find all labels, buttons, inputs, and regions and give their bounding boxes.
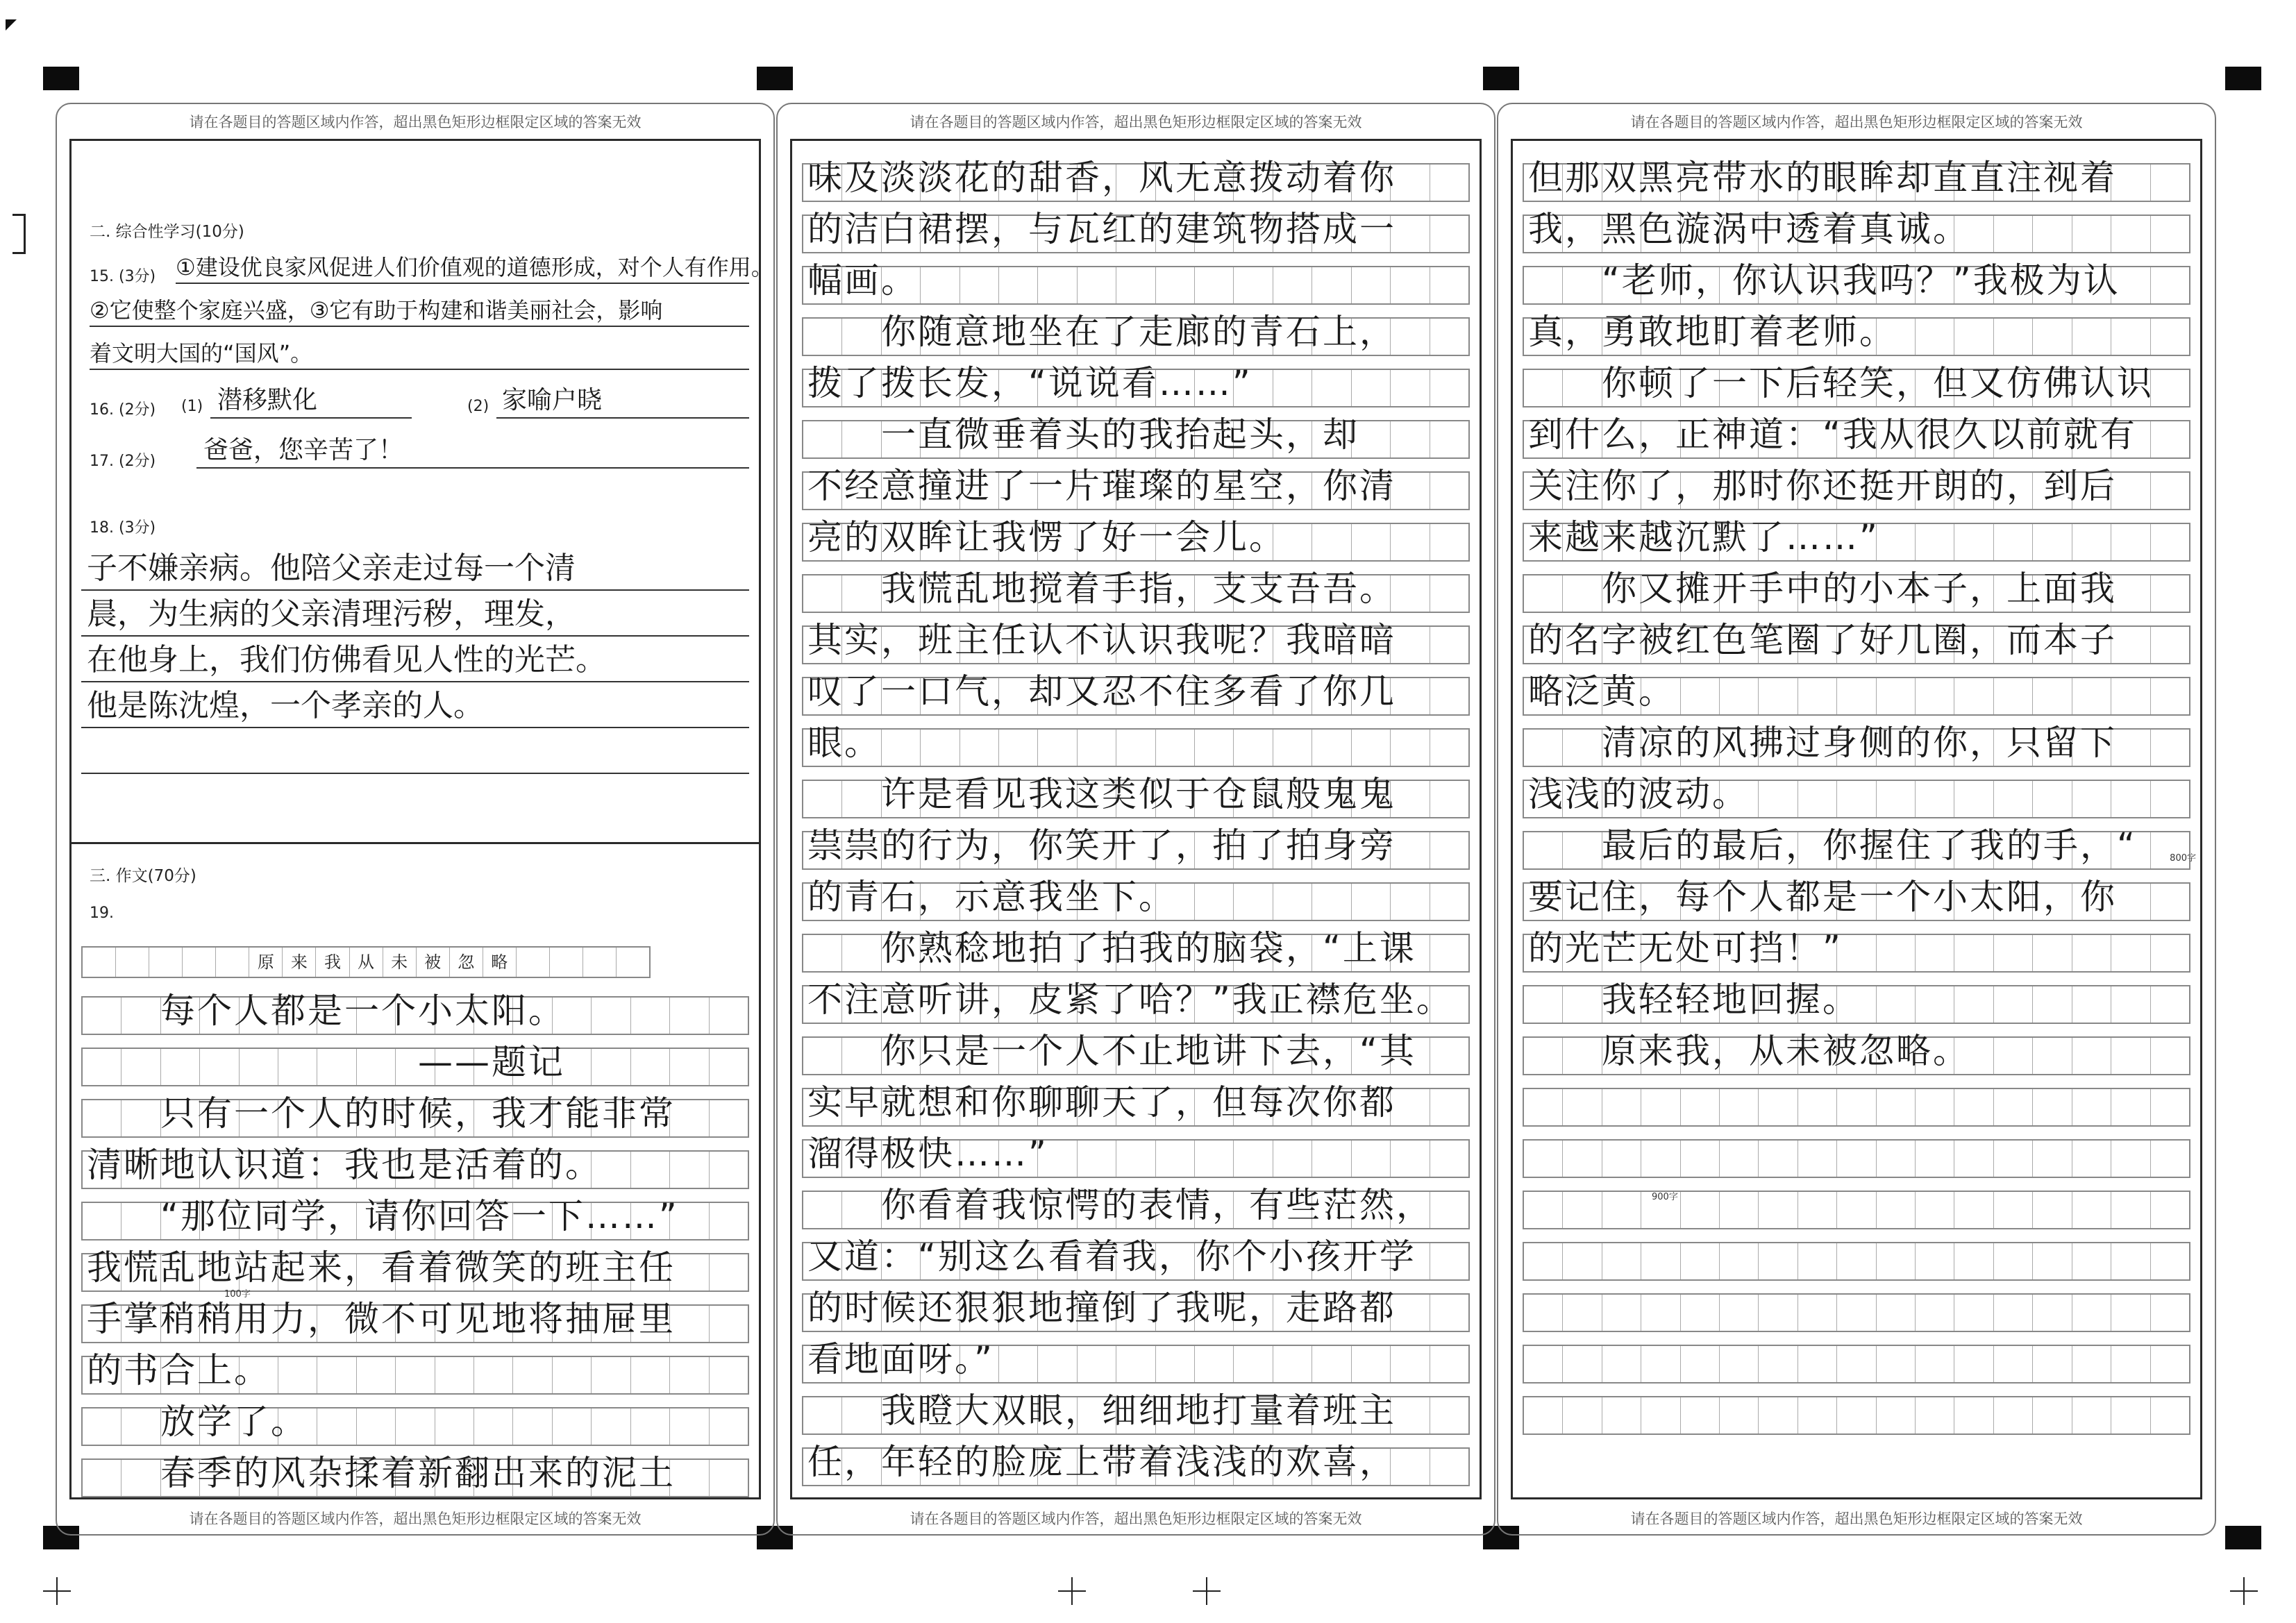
handwritten-line[interactable]: 实早就想和你聊聊天了，但每次你都 <box>807 1082 1396 1122</box>
title-cell: 被 <box>417 948 450 977</box>
composition-row <box>81 1039 749 1091</box>
composition-row <box>1523 617 2190 668</box>
composition-row <box>1523 1234 2190 1285</box>
composition-row <box>1523 1028 2190 1079</box>
title-cell: 忽 <box>450 948 483 977</box>
title-cell <box>183 948 216 977</box>
answer-box <box>1511 139 2202 1499</box>
section-divider <box>72 842 759 844</box>
handwritten-line[interactable]: 不经意撞进了一片璀璨的星空，你清 <box>807 466 1396 506</box>
title-cell: 未 <box>383 948 417 977</box>
crosshair-mark <box>1193 1577 1221 1605</box>
registration-mark <box>2225 1526 2261 1549</box>
composition-row <box>802 617 1470 668</box>
handwritten-line[interactable]: 又道：“别这么看着我，你个小孩开学 <box>807 1236 1416 1277</box>
notice-top: 请在各题目的答题区域内作答，超出黑色矩形边框限定区域的答案无效 <box>1630 114 2083 131</box>
handwritten-line[interactable] <box>1528 1234 2185 1282</box>
title-cell <box>617 948 649 977</box>
q15-answer-line[interactable]: ①建设优良家风促进人们价值观的道德形成，对个人有作用。 <box>176 254 773 280</box>
composition-row <box>802 925 1470 977</box>
handwritten-line[interactable]: ——题记 <box>87 1042 565 1082</box>
answer-underline <box>81 773 749 774</box>
q18-answer-line[interactable]: 他是陈沈煌，一个孝亲的人。 <box>87 688 484 723</box>
answer-underline <box>81 635 749 637</box>
q15-answer-line[interactable]: ②它使整个家庭兴盛，③它有助于构建和谐美丽社会，影响 <box>90 297 663 323</box>
composition-rows <box>81 988 749 1502</box>
composition-row <box>802 1079 1470 1131</box>
handwritten-line[interactable]: 的光芒无处可挡！” <box>1528 928 1843 968</box>
handwritten-line[interactable]: 你随意地坐在了走廊的青石上， <box>807 312 1396 352</box>
title-cell: 略 <box>483 948 517 977</box>
handwritten-line[interactable]: 你熟稔地拍了拍我的脑袋，“上课 <box>807 928 1416 968</box>
handwritten-line[interactable]: 许是看见我这类似于仓鼠般鬼鬼 <box>807 774 1396 814</box>
composition-row <box>1523 463 2190 514</box>
composition-row <box>1523 309 2190 360</box>
q19-label: 19. <box>90 905 114 922</box>
handwritten-line[interactable]: 但那双黑亮带水的眼眸却直直注视着 <box>1528 158 2117 198</box>
handwritten-line[interactable] <box>1528 1388 2185 1436</box>
answer-box <box>790 139 1482 1499</box>
title-cell: 原 <box>249 948 283 977</box>
q18-answer-line[interactable]: 晨，为生病的父亲清理污秽，理发， <box>87 596 576 632</box>
composition-row <box>802 1439 1470 1490</box>
handwritten-line[interactable]: 你看着我惊愕的表情，有些茫然， <box>807 1185 1433 1225</box>
handwritten-line[interactable]: 拨了拨长发，“说说看……” <box>807 363 1252 403</box>
notice-top: 请在各题目的答题区域内作答，超出黑色矩形边框限定区域的答案无效 <box>910 114 1362 131</box>
registration-mark <box>43 67 79 90</box>
composition-row <box>81 1193 749 1245</box>
handwritten-line[interactable]: 你顿了一下后轻笑，但又仿佛认识 <box>1528 363 2154 403</box>
composition-row <box>802 1234 1470 1285</box>
notice-bottom: 请在各题目的答题区域内作答，超出黑色矩形边框限定区域的答案无效 <box>910 1511 1362 1527</box>
composition-row <box>1523 874 2190 925</box>
composition-row <box>802 514 1470 566</box>
word-count-mark: 800字 <box>2170 853 2196 864</box>
composition-row <box>802 720 1470 771</box>
answer-underline <box>196 467 749 469</box>
handwritten-line[interactable]: 我慌乱地站起来，看着微笑的班主任 <box>87 1247 676 1288</box>
answer-underline <box>90 326 749 327</box>
handwritten-line[interactable]: 我瞪大双眼，细细地打量着班主 <box>807 1390 1396 1431</box>
handwritten-line[interactable]: “老师，你认识我吗？”我极为认 <box>1528 260 2120 301</box>
composition-title-grid <box>81 946 651 978</box>
answer-box <box>69 139 773 1499</box>
handwritten-line[interactable] <box>1528 1285 2185 1334</box>
title-cell <box>216 948 249 977</box>
title-cell <box>583 948 617 977</box>
handwritten-line[interactable]: 原来我，从未被忽略。 <box>1528 1031 1970 1071</box>
composition-row <box>802 463 1470 514</box>
handwritten-line[interactable]: “那位同学，请你回答一下……” <box>87 1196 679 1236</box>
handwritten-line[interactable]: 手掌稍稍用力，微不可见地将抽屉里 <box>87 1299 676 1339</box>
title-cell <box>149 948 183 977</box>
composition-row <box>81 1450 749 1502</box>
composition-row <box>81 1091 749 1142</box>
handwritten-line[interactable]: 叹了一口气，却又忍不住多看了你几 <box>807 671 1396 712</box>
handwritten-line[interactable]: 幅画。 <box>807 260 918 301</box>
answer-underline <box>81 681 749 682</box>
composition-row <box>81 1347 749 1399</box>
title-cell: 我 <box>316 948 349 977</box>
answer-underline <box>90 369 749 370</box>
side-bracket-mark <box>12 214 26 254</box>
composition-row <box>802 1182 1470 1234</box>
handwritten-line[interactable]: 清凉的风拂过身侧的你，只留下 <box>1528 723 2117 763</box>
composition-row <box>1523 566 2190 617</box>
composition-row <box>81 988 749 1039</box>
answer-sheet-column-1 <box>56 103 775 1536</box>
handwritten-line[interactable]: 浅浅的波动。 <box>1528 774 1749 814</box>
notice-bottom: 请在各题目的答题区域内作答，超出黑色矩形边框限定区域的答案无效 <box>1630 1511 2083 1527</box>
title-cell <box>550 948 583 977</box>
composition-row <box>1523 720 2190 771</box>
composition-row <box>81 1142 749 1193</box>
answer-underline <box>496 417 749 419</box>
handwritten-line[interactable]: 我，黑色漩涡中透着真诚。 <box>1528 209 1970 249</box>
handwritten-line[interactable]: 只有一个人的时候，我才能非常 <box>87 1093 676 1134</box>
composition-rows <box>802 155 1470 1490</box>
composition-row <box>802 977 1470 1028</box>
composition-row <box>802 155 1470 206</box>
handwritten-line[interactable]: 的时候还狠狠地撞倒了我呢，走路都 <box>807 1288 1396 1328</box>
composition-row <box>802 771 1470 823</box>
composition-row <box>1523 1131 2190 1182</box>
composition-row <box>802 1336 1470 1388</box>
crosshair-mark <box>2230 1577 2258 1605</box>
registration-mark <box>2225 67 2261 90</box>
composition-row <box>802 360 1470 412</box>
composition-row <box>802 412 1470 463</box>
handwritten-line[interactable]: 你又摊开手中的小本子，上面我 <box>1528 569 2117 609</box>
q18-answer-rows <box>81 546 749 775</box>
composition-row <box>1523 1388 2190 1439</box>
handwritten-line[interactable] <box>1528 1336 2185 1385</box>
answer-sheet-column-2 <box>776 103 1495 1536</box>
handwritten-line[interactable]: 最后的最后，你握住了我的手，“ <box>1528 825 2137 866</box>
title-cell: 来 <box>283 948 316 977</box>
composition-row <box>1523 1336 2190 1388</box>
answer-sheet-column-3 <box>1497 103 2216 1536</box>
composition-row <box>802 309 1470 360</box>
handwritten-line[interactable]: 的洁白裙摆，与瓦红的建筑物搭成一 <box>807 209 1396 249</box>
composition-row <box>1523 771 2190 823</box>
handwritten-line[interactable]: 祟祟的行为，你笑开了，拍了拍身旁 <box>807 825 1396 866</box>
handwritten-line[interactable]: 看地面呀。” <box>807 1339 994 1379</box>
handwritten-line[interactable] <box>1528 1131 2185 1179</box>
composition-row <box>1523 258 2190 309</box>
q17-answer[interactable]: 爸爸，您辛苦了！ <box>203 436 404 464</box>
registration-mark <box>1483 67 1519 90</box>
handwritten-line[interactable]: 清晰地认识道：我也是活着的。 <box>87 1145 602 1185</box>
composition-row <box>1523 514 2190 566</box>
handwritten-line[interactable]: 一直微垂着头的我抬起头，却 <box>807 414 1359 455</box>
answer-underline <box>176 283 749 284</box>
q15-answer-line[interactable]: 着文明大国的“国风”。 <box>90 340 313 367</box>
q18-answer-line[interactable]: 在他身上，我们仿佛看见人性的光芒。 <box>87 642 606 678</box>
composition-row <box>81 1296 749 1347</box>
handwritten-line[interactable]: 放学了。 <box>87 1402 308 1442</box>
handwritten-line[interactable]: 我慌乱地搅着手指，支支吾吾。 <box>807 569 1396 609</box>
handwritten-line[interactable]: 关注你了，那时你还挺开朗的，到后 <box>1528 466 2117 506</box>
handwritten-line[interactable]: 真，勇敢地盯着老师。 <box>1528 312 1896 352</box>
word-count-mark: 100字 <box>224 1289 251 1300</box>
composition-row <box>1523 925 2190 977</box>
handwritten-line[interactable]: 溜得极快……” <box>807 1134 1048 1174</box>
q16-answer-1[interactable]: 潜移默化 <box>217 386 318 414</box>
handwritten-line[interactable]: 不注意听讲，皮紧了哈？”我正襟危坐。 <box>807 979 1453 1020</box>
q17-label: 17. (2分) <box>90 453 156 470</box>
handwritten-line[interactable]: 春季的风杂揉着新翻出来的泥土 <box>87 1453 676 1493</box>
composition-row <box>1523 1182 2190 1234</box>
handwritten-line[interactable]: 要记住，每个人都是一个小太阳，你 <box>1528 877 2117 917</box>
composition-row <box>1523 412 2190 463</box>
q16-answer-2[interactable]: 家喻户晓 <box>502 386 603 414</box>
notice-top: 请在各题目的答题区域内作答，超出黑色矩形边框限定区域的答案无效 <box>189 114 642 131</box>
handwritten-line[interactable]: 到什么，正神道：“我从很久以前就有 <box>1528 414 2137 455</box>
answer-underline <box>81 589 749 591</box>
composition-row <box>1523 668 2190 720</box>
word-count-mark: 900字 <box>1652 1192 1678 1202</box>
q18-label: 18. (3分) <box>90 519 156 537</box>
composition-row <box>802 1131 1470 1182</box>
registration-mark <box>757 67 793 90</box>
title-cell <box>517 948 550 977</box>
section3-title: 三. 作文(70分) <box>90 867 196 885</box>
handwritten-line[interactable]: 其实，班主任认不认识我呢？我暗暗 <box>807 620 1396 660</box>
notice-bottom: 请在各题目的答题区域内作答，超出黑色矩形边框限定区域的答案无效 <box>189 1511 642 1527</box>
composition-row <box>802 1028 1470 1079</box>
composition-row <box>81 1399 749 1450</box>
corner-arrow-mark <box>6 19 17 31</box>
crosshair-mark <box>1058 1577 1086 1605</box>
composition-row <box>802 566 1470 617</box>
handwritten-line[interactable]: 略泛黄。 <box>1528 671 1675 712</box>
composition-row <box>81 1245 749 1296</box>
handwritten-line[interactable]: 任，年轻的脸庞上带着浅浅的欢喜， <box>807 1442 1396 1482</box>
composition-row <box>1523 360 2190 412</box>
title-cell <box>83 948 116 977</box>
handwritten-line[interactable]: 的青石，示意我坐下。 <box>807 877 1175 917</box>
composition-row <box>802 206 1470 258</box>
title-cell: 从 <box>350 948 383 977</box>
handwritten-line[interactable]: 你只是一个人不止地讲下去，“其 <box>807 1031 1416 1071</box>
handwritten-line[interactable]: 每个人都是一个小太阳。 <box>87 991 565 1031</box>
handwritten-line[interactable] <box>1528 1182 2185 1231</box>
handwritten-line[interactable]: 眼。 <box>807 723 881 763</box>
handwritten-line[interactable]: 的书合上。 <box>87 1350 271 1390</box>
composition-row <box>802 668 1470 720</box>
composition-row <box>802 874 1470 925</box>
handwritten-line[interactable]: 的名字被红色笔圈了好几圈，而本子 <box>1528 620 2117 660</box>
q16-label: 16. (2分) <box>90 401 156 419</box>
composition-row <box>802 1388 1470 1439</box>
title-cell <box>116 948 149 977</box>
answer-underline <box>210 417 412 419</box>
q16-part2-label: (2) <box>467 398 489 415</box>
handwritten-line[interactable]: 我轻轻地回握。 <box>1528 979 1859 1020</box>
composition-rows <box>1523 155 2190 1439</box>
q18-answer-line[interactable]: 子不嫌亲病。他陪父亲走过每一个清 <box>87 550 576 586</box>
crosshair-mark <box>43 1577 71 1605</box>
section2-title: 二. 综合性学习(10分) <box>90 223 244 241</box>
composition-row <box>802 823 1470 874</box>
composition-row <box>1523 1285 2190 1336</box>
composition-row <box>1523 823 2190 874</box>
composition-row <box>802 1285 1470 1336</box>
handwritten-line[interactable] <box>1528 1079 2185 1128</box>
q15-label: 15. (3分) <box>90 268 156 285</box>
composition-row <box>1523 977 2190 1028</box>
answer-underline <box>81 727 749 728</box>
composition-row <box>802 258 1470 309</box>
composition-row <box>1523 206 2190 258</box>
handwritten-line[interactable]: 亮的双眸让我愣了好一会儿。 <box>807 517 1286 557</box>
handwritten-line[interactable]: 来越来越沉默了……” <box>1528 517 1879 557</box>
composition-row <box>1523 1079 2190 1131</box>
q16-part1-label: (1) <box>181 398 203 415</box>
composition-row <box>1523 155 2190 206</box>
handwritten-line[interactable]: 味及淡淡花的甜香，风无意拨动着你 <box>807 158 1396 198</box>
